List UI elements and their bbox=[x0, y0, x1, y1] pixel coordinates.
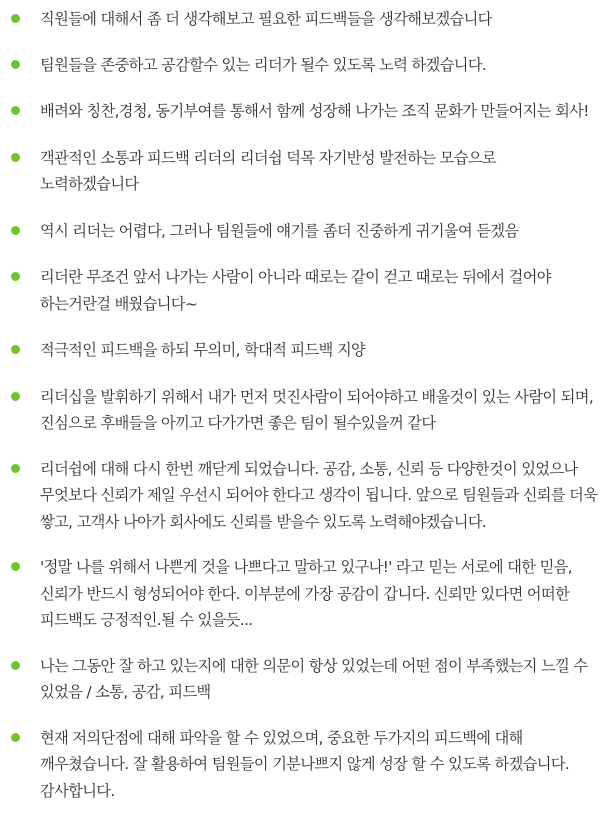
list-item-text: 리더쉽에 대해 다시 한번 깨닫게 되었습니다. 공감, 소통, 신뢰 등 다양한것이 있었으나 무엇보다 신뢰가 제일 우선시 되어야 한다고 생각이 됩니다. 앞으로 팀원들과 신뢰를 더욱 쌓고, 고객사 나아가 회사에도 신뢰를 받을수 있도록 노력해야겠습니다. bbox=[40, 459, 598, 531]
list-item-text: 현재 저의단점에 대해 파악을 할 수 있었으며, 중요한 두가지의 피드백에 대해 깨우쳤습니다. 잘 활용하여 팀원들이 기분나쁘지 않게 성장 할 수 있도록 하겠습니다. 감사합니다. bbox=[40, 728, 570, 800]
feedback-list bbox=[0, 6, 612, 804]
bullet-icon bbox=[11, 464, 20, 473]
bullet-icon bbox=[11, 153, 20, 162]
list-item bbox=[0, 384, 612, 437]
list-item-text: 나는 그동안 잘 하고 있는지에 대한 의문이 항상 있었는데 어떤 점이 부족했는지 느낄 수 있었음 / 소통, 공감, 피드백 bbox=[40, 656, 588, 701]
list-item bbox=[0, 264, 612, 317]
list-item bbox=[0, 52, 612, 79]
list-item-text: '정말 나를 위해서 나쁜게 것을 나쁘다고 말하고 있구나!' 라고 믿는 서로에 대한 믿음, 신뢰가 반드시 형성되어야 한다. 이부분에 가장 공감이 갑니다. 신뢰만 있다면 어떠한 피드백도 긍정적인.될 수 있을듯... bbox=[40, 558, 572, 629]
bullet-icon bbox=[11, 345, 20, 354]
list-item bbox=[0, 725, 612, 805]
bullet-icon bbox=[11, 562, 20, 571]
list-item-text: 팀원들을 존중하고 공감할수 있는 리더가 될수 있도록 노력 하겠습니다. bbox=[40, 55, 487, 74]
list-item-text: 배려와 칭찬,경청, 동기부여를 통해서 함께 성장해 나가는 조직 문화가 만들어지는 회사! bbox=[40, 102, 589, 120]
list-item-text: 역시 리더는 어렵다, 그러나 팀원들에 얘기를 좀더 진중하게 귀기울여 듣겠음 bbox=[40, 221, 519, 240]
list-item bbox=[0, 98, 612, 125]
bullet-icon bbox=[11, 272, 20, 281]
list-item-text: 직원들에 대해서 좀 더 생각해보고 필요한 피드백들을 생각해보겠습니다 bbox=[40, 10, 492, 28]
bullet-icon bbox=[11, 661, 20, 670]
bullet-icon bbox=[11, 106, 20, 115]
list-item-text: 리더란 무조건 앞서 나가는 사람이 아니라 때로는 같이 걷고 때로는 뒤에서 걸어야 하는거란걸 배웠습니다~ bbox=[40, 268, 551, 313]
bullet-icon bbox=[11, 733, 20, 742]
list-item-text: 리더십을 발휘하기 위해서 내가 먼저 멋진사람이 되어야하고 배울것이 있는 사람이 되며, 진심으로 후배들을 아끼고 다가가면 좋은 팀이 될수있을꺼 같다 bbox=[40, 387, 594, 432]
bullet-icon bbox=[11, 226, 20, 235]
list-item bbox=[0, 6, 612, 33]
list-item bbox=[0, 456, 612, 536]
list-item-text: 적극적인 피드백을 하되 무의미, 학대적 피드백 지양 bbox=[40, 341, 366, 359]
bullet-icon bbox=[11, 392, 20, 401]
list-item-text: 객관적인 소통과 피드백 리더의 리더쉽 덕목 자기반성 발전하는 모습으로 노력하겠습니다 bbox=[40, 148, 496, 193]
list-item bbox=[0, 554, 612, 634]
bullet-icon bbox=[11, 14, 20, 23]
bullet-icon bbox=[11, 60, 20, 69]
list-item bbox=[0, 653, 612, 706]
list-item bbox=[0, 337, 612, 364]
list-item bbox=[0, 145, 612, 198]
list-item bbox=[0, 218, 612, 245]
